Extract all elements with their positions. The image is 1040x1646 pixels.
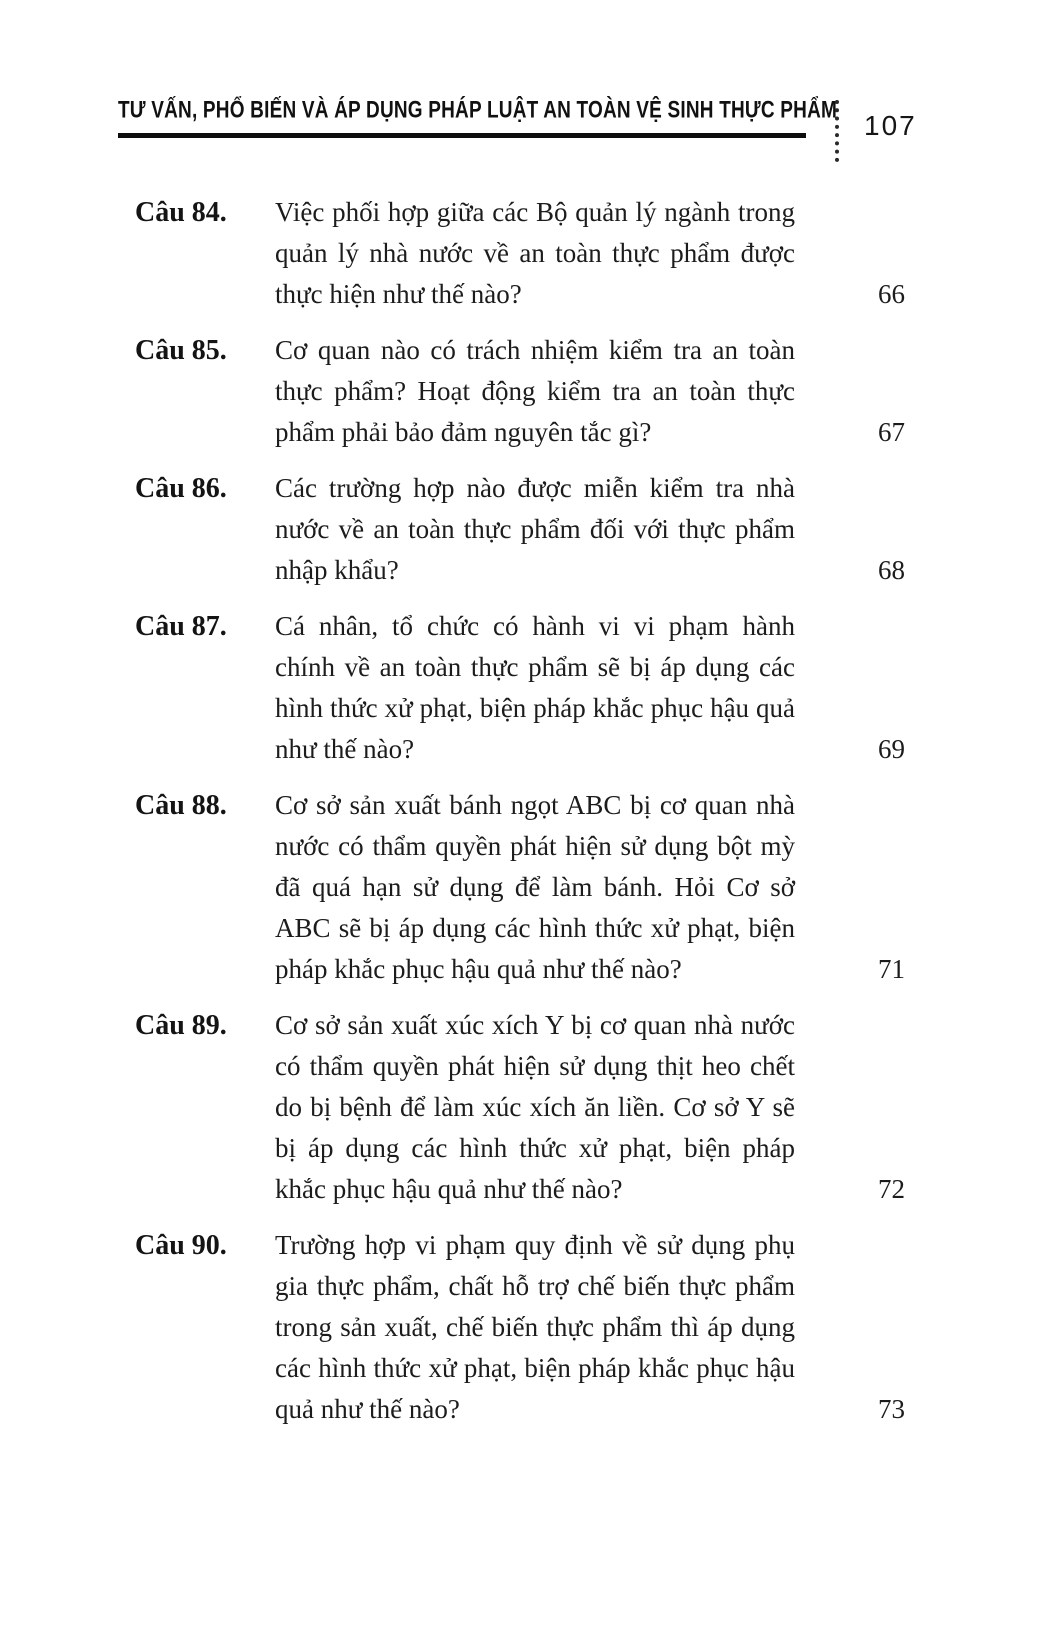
- entry-text: Cơ quan nào có trách nhiệm kiểm tra an toàn thực phẩm? Hoạt động kiểm tra an toàn thực phẩm phải bảo đảm nguyên tắc gì?: [275, 335, 795, 447]
- header-page-number: 107: [864, 110, 917, 141]
- entry-label: Câu 87.: [135, 611, 227, 642]
- entry-label: Câu 85.: [135, 335, 227, 366]
- page-header: [118, 97, 838, 138]
- toc-entry: [135, 330, 905, 453]
- toc-entry: [135, 606, 905, 770]
- entry-page-number: 66: [878, 279, 905, 309]
- toc-entry: [135, 785, 905, 990]
- entry-text: Cơ sở sản xuất bánh ngọt ABC bị cơ quan nhà nước có thẩm quyền phát hiện sử dụng bột mỳ đã quá hạn sử dụng để làm bánh. Hỏi Cơ sở ABC sẽ bị áp dụng các hình thức xử phạt, biện pháp khắc phục hậu quả như thế nào?: [275, 790, 795, 984]
- entry-label: Câu 84.: [135, 197, 227, 228]
- entry-text: Các trường hợp nào được miễn kiểm tra nhà nước về an toàn thực phẩm đối với thực phẩm nhập khẩu?: [275, 473, 795, 585]
- entry-page-number: 73: [878, 1394, 905, 1424]
- running-header-title: TƯ VẤN, PHỔ BIẾN VÀ ÁP DỤNG PHÁP LUẬT AN TOÀN VỆ SINH THỰC PHẨM: [118, 97, 838, 124]
- toc-list: [135, 192, 905, 1445]
- entry-page-number: 71: [878, 954, 905, 984]
- entry-text: Việc phối hợp giữa các Bộ quản lý ngành trong quản lý nhà nước về an toàn thực phẩm được thực hiện như thế nào?: [275, 197, 795, 309]
- entry-label: Câu 90.: [135, 1230, 227, 1261]
- entry-text: Cá nhân, tổ chức có hành vi vi phạm hành chính về an toàn thực phẩm sẽ bị áp dụng các hình thức xử phạt, biện pháp khắc phục hậu quả như thế nào?: [275, 611, 795, 764]
- entry-label: Câu 89.: [135, 1010, 227, 1041]
- entry-label: Câu 86.: [135, 473, 227, 504]
- entry-page-number: 69: [878, 734, 905, 764]
- entry-page-number: 68: [878, 555, 905, 585]
- entry-text: Trường hợp vi phạm quy định về sử dụng phụ gia thực phẩm, chất hỗ trợ chế biến thực phẩm trong sản xuất, chế biến thực phẩm thì áp dụng các hình thức xử phạt, biện pháp khắc phục hậu quả như thế nào?: [275, 1230, 795, 1424]
- entry-page-number: 67: [878, 417, 905, 447]
- entry-page-number: 72: [878, 1174, 905, 1204]
- toc-entry: [135, 1005, 905, 1210]
- toc-entry: [135, 192, 905, 315]
- dotted-divider: [835, 100, 839, 162]
- entry-label: Câu 88.: [135, 790, 227, 821]
- toc-entry: [135, 468, 905, 591]
- entry-text: Cơ sở sản xuất xúc xích Y bị cơ quan nhà nước có thẩm quyền phát hiện sử dụng thịt heo chết do bị bệnh để làm xúc xích ăn liền. Cơ sở Y sẽ bị áp dụng các hình thức xử phạt, biện pháp khắc phục hậu quả như thế nào?: [275, 1010, 795, 1204]
- toc-entry: [135, 1225, 905, 1430]
